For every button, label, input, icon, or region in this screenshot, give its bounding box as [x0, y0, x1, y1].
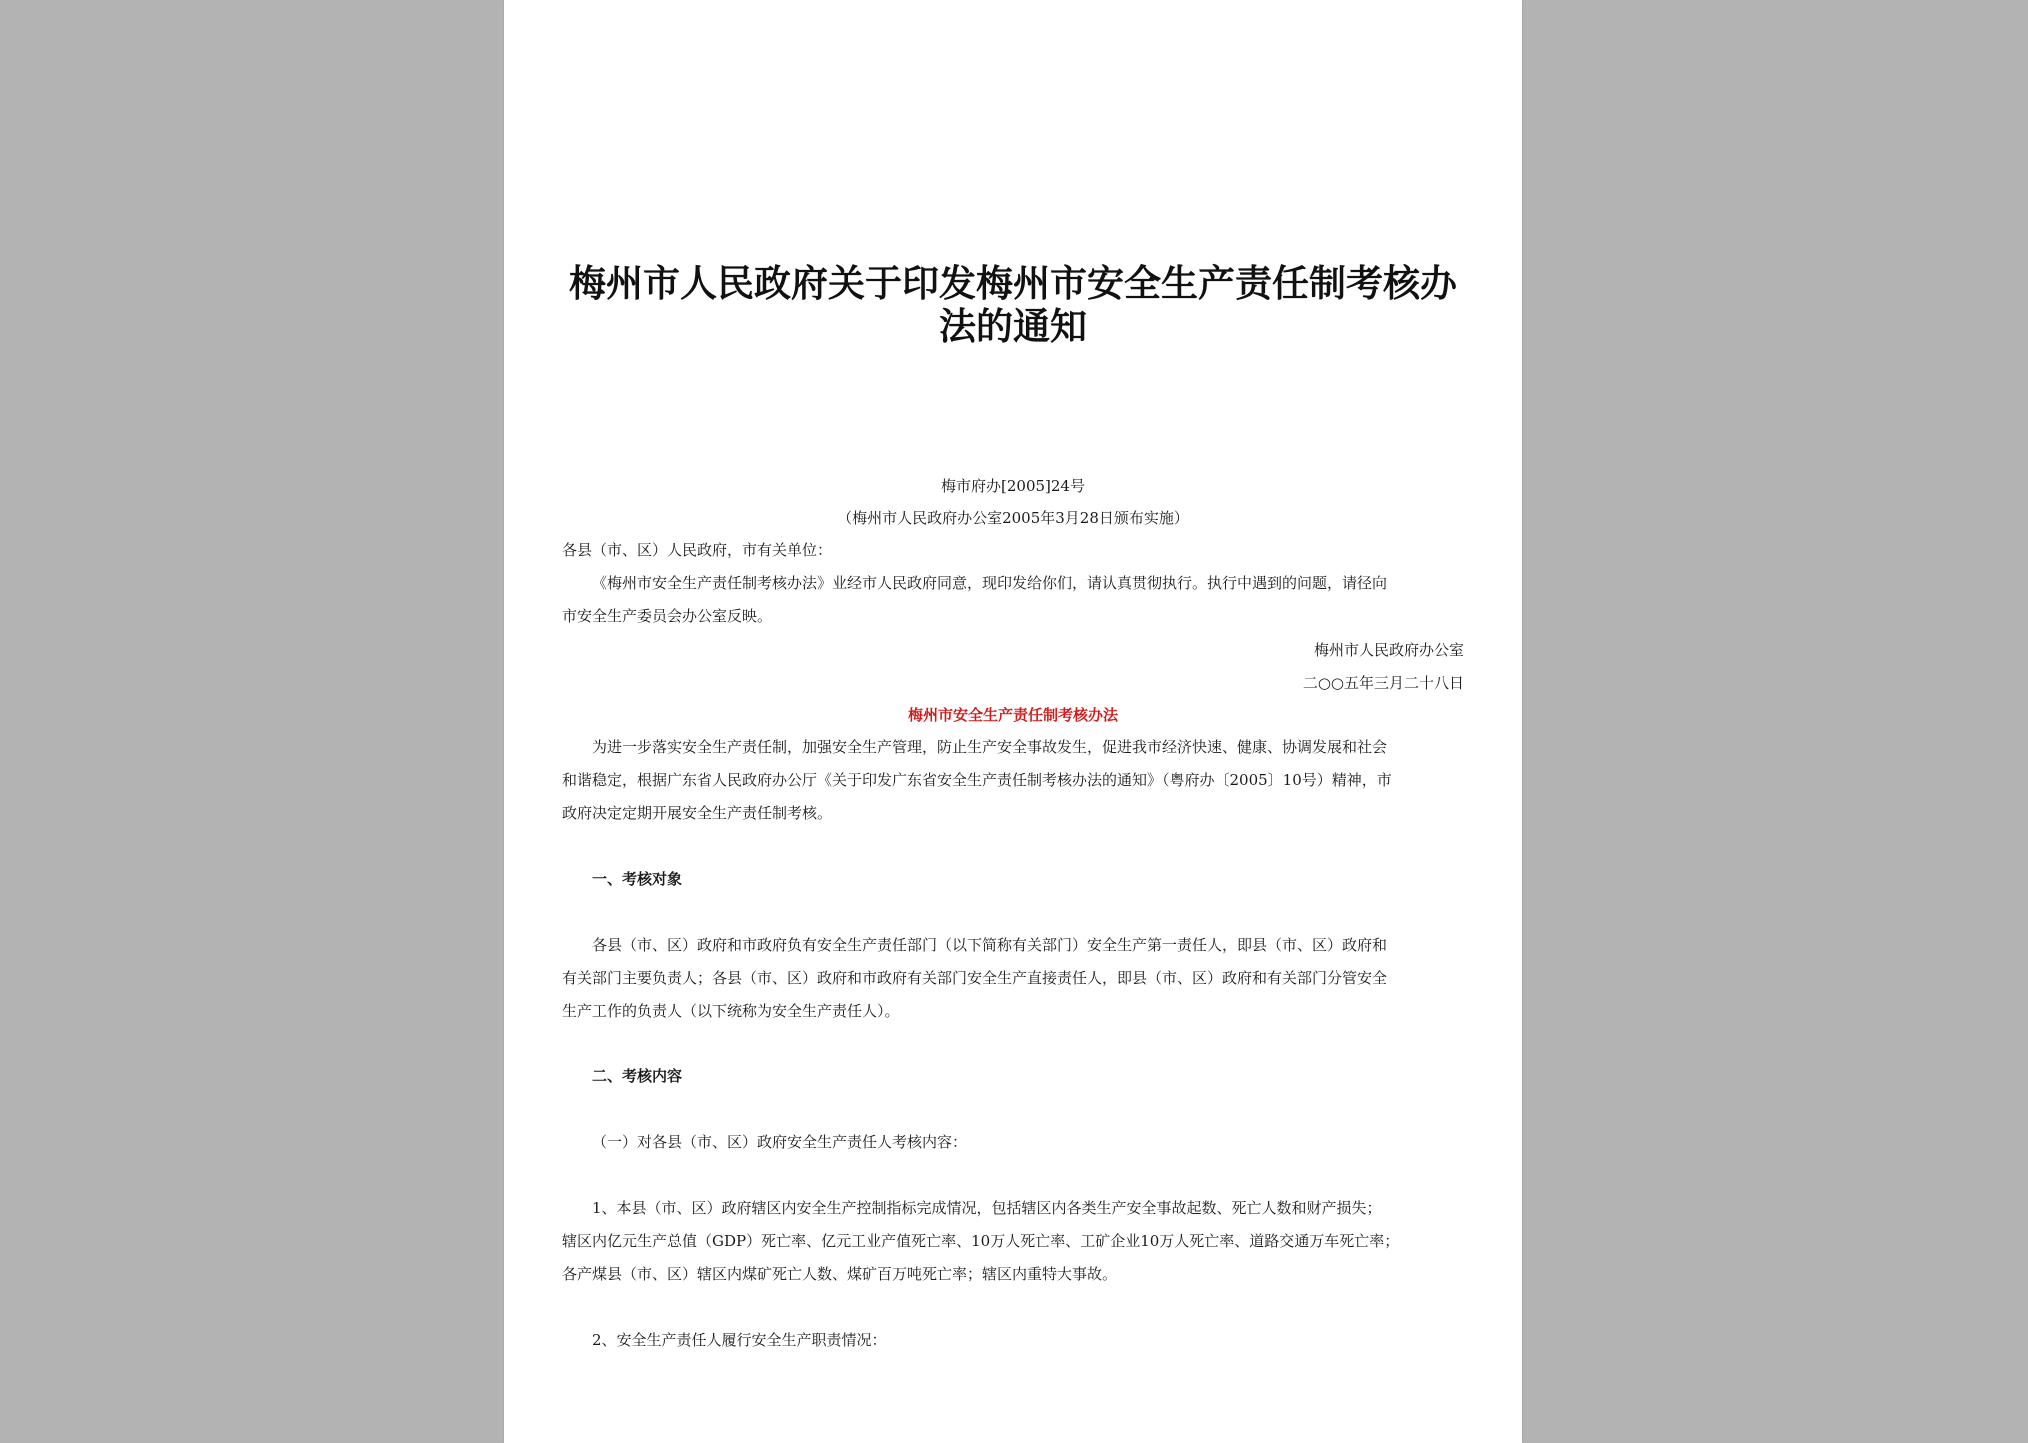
- item-1-line-1: 1、本县（市、区）政府辖区内安全生产控制指标完成情况，包括辖区内各类生产安全事故起数、死亡人数和财产损失；: [592, 1199, 1382, 1217]
- document-title: [564, 262, 1462, 348]
- document-page: [504, 0, 1522, 1443]
- issue-note: （梅州市人民政府办公室2005年3月28日颁布实施）: [837, 509, 1189, 527]
- section-2-subheading: （一）对各县（市、区）政府安全生产责任人考核内容：: [592, 1133, 968, 1151]
- signature-org: 梅州市人民政府办公室: [1313, 641, 1464, 659]
- signature-date: 二○○五年三月二十八日: [1302, 674, 1464, 692]
- item-2-line-1: 2、安全生产责任人履行安全生产职责情况：: [592, 1331, 887, 1349]
- preamble-line-2: 和谐稳定，根据广东省人民政府办公厅《关于印发广东省安全生产责任制考核办法的通知》（粤府办〔2005〕10号）精神，市: [562, 771, 1392, 789]
- item-1-line-2: 辖区内亿元生产总值（GDP）死亡率、亿元工业产值死亡率、10万人死亡率、工矿企业10万人死亡率、道路交通万车死亡率；: [562, 1232, 1400, 1250]
- title-line-1: 梅州市人民政府关于印发梅州市安全生产责任制考核办: [569, 261, 1457, 305]
- preamble-line-3: 政府决定定期开展安全生产责任制考核。: [562, 804, 833, 822]
- preamble-line-1: 为进一步落实安全生产责任制，加强安全生产管理，防止生产安全事故发生，促进我市经济快速、健康、协调发展和社会: [592, 738, 1388, 756]
- section-2-heading: 二、考核内容: [592, 1067, 683, 1085]
- section-1-line-1: 各县（市、区）政府和市政府负有安全生产责任部门（以下简称有关部门）安全生产第一责任人，即县（市、区）政府和: [592, 936, 1388, 954]
- rules-title: 梅州市安全生产责任制考核办法: [907, 706, 1118, 724]
- salutation: 各县（市、区）人民政府，市有关单位：: [562, 541, 833, 559]
- intro-line-2: 市安全生产委员会办公室反映。: [562, 607, 773, 625]
- document-number: 梅市府办[2005]24号: [941, 477, 1085, 495]
- section-1-heading: 一、考核对象: [592, 870, 683, 888]
- section-1-line-3: 生产工作的负责人（以下统称为安全生产责任人）。: [562, 1002, 900, 1020]
- item-1-line-3: 各产煤县（市、区）辖区内煤矿死亡人数、煤矿百万吨死亡率；辖区内重特大事故。: [562, 1265, 1118, 1283]
- section-1-line-2: 有关部门主要负责人；各县（市、区）政府和市政府有关部门安全生产直接责任人，即县（市、区）政府和有关部门分管安全: [562, 969, 1388, 987]
- intro-line-1: 《梅州市安全生产责任制考核办法》业经市人民政府同意，现印发给你们，请认真贯彻执行。执行中遇到的问题，请径向: [592, 574, 1388, 592]
- title-line-2: 法的通知: [939, 304, 1087, 348]
